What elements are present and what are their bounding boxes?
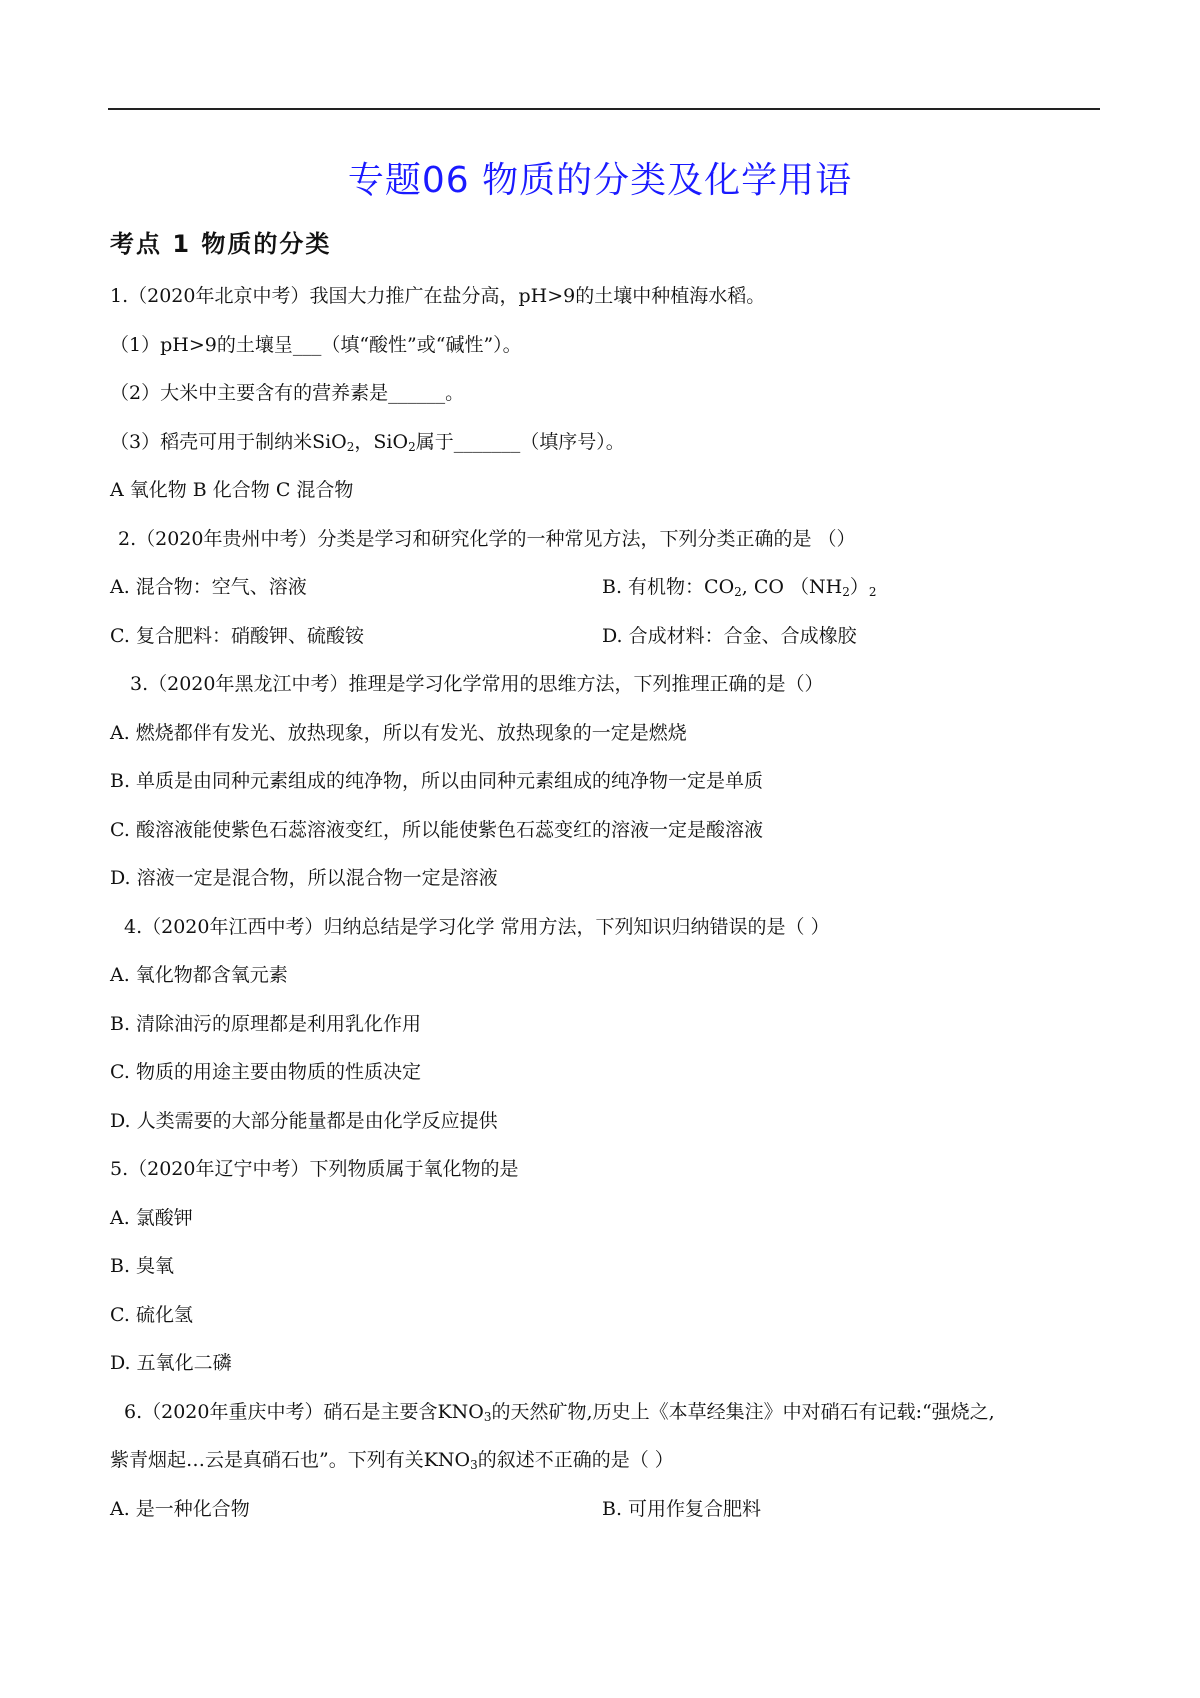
q3-option-a: A. 燃烧都伴有发光、放热现象，所以有发光、放热现象的一定是燃烧 bbox=[110, 721, 687, 744]
q3-option-b: B. 单质是由同种元素组成的纯净物，所以由同种元素组成的纯净物一定是单质 bbox=[110, 770, 764, 792]
q5-option-b: B. 臭氧 bbox=[110, 1255, 175, 1277]
q6-stem: 6.（2020年重庆中考）硝石是主要含$KNO_3$的天然矿物,历史上《本草经集注》中对硝石有记载:“强烧之, bbox=[124, 1400, 995, 1424]
q5-stem: 5.（2020年辽宁中考）下列物质属于氧化物的是 bbox=[110, 1158, 519, 1180]
q2-option-b: B. 有机物：$CO_2$, CO $(NH_2)_2$ bbox=[602, 576, 877, 599]
q2-options-row2 bbox=[110, 612, 1100, 661]
q6-options-row1 bbox=[110, 1485, 1100, 1534]
q3-stem: 3.（2020年黑龙江中考）推理是学习化学常用的思维方法，下列推理正确的是（） bbox=[130, 673, 824, 695]
q6-option-b: B. 可用作复合肥料 bbox=[602, 1497, 762, 1520]
section-title: 考点 1 物质的分类 bbox=[110, 230, 332, 258]
q5-option-a: A. 氯酸钾 bbox=[110, 1206, 193, 1229]
q2-option-a: A. 混合物：空气、溶液 bbox=[110, 576, 307, 598]
q1-options: A 氧化物 B 化合物 C 混合物 bbox=[110, 479, 354, 501]
q3-option-c: C. 酸溶液能使紫色石蕊溶液变红，所以能使紫色石蕊变红的溶液一定是酸溶液 bbox=[110, 818, 763, 841]
question-list bbox=[110, 272, 1100, 1533]
q4-option-c: C. 物质的用途主要由物质的性质决定 bbox=[110, 1061, 421, 1083]
q2-stem: 2.（2020年贵州中考）分类是学习和研究化学的一种常见方法，下列分类正确的是 （） bbox=[118, 527, 856, 550]
q2-option-c: C. 复合肥料：硝酸钾、硫酸铵 bbox=[110, 624, 364, 647]
q6-option-a: A. 是一种化合物 bbox=[110, 1497, 250, 1520]
q1-part1: （1）pH>9的土壤呈___（填“酸性”或“碱性”）。 bbox=[110, 333, 522, 356]
q1-stem: 1.（2020年北京中考）我国大力推广在盐分高，pH>9的土壤中种植海水稻。 bbox=[110, 285, 766, 307]
q1-part2: （2）大米中主要含有的营养素是______。 bbox=[110, 382, 465, 404]
q4-option-b: B. 清除油污的原理都是利用乳化作用 bbox=[110, 1012, 422, 1035]
header-rule bbox=[108, 108, 1100, 110]
q4-option-a: A. 氧化物都含氧元素 bbox=[110, 964, 288, 986]
q1-part3: （3）稻壳可用于制纳米SiO$_2$，SiO$_2$属于_______（填序号）。 bbox=[110, 430, 625, 454]
q2-options-row1 bbox=[110, 563, 1100, 612]
q6-stem-line2: 紫青烟起…云是真硝石也”。下列有关$KNO_3$的叙述不正确的是（ ） bbox=[110, 1449, 674, 1472]
q5-option-d: D. 五氧化二磷 bbox=[110, 1352, 232, 1374]
q4-option-d: D. 人类需要的大部分能量都是由化学反应提供 bbox=[110, 1109, 498, 1132]
q4-stem: 4.（2020年江西中考）归纳总结是学习化学 常用方法，下列知识归纳错误的是（ ） bbox=[124, 915, 830, 938]
q5-option-c: C. 硫化氢 bbox=[110, 1303, 193, 1326]
document-title: 专题06 物质的分类及化学用语 bbox=[347, 160, 853, 201]
q2-option-d: D. 合成材料：合金、合成橡胶 bbox=[602, 624, 857, 647]
q3-option-d: D. 溶液一定是混合物，所以混合物一定是溶液 bbox=[110, 867, 498, 889]
